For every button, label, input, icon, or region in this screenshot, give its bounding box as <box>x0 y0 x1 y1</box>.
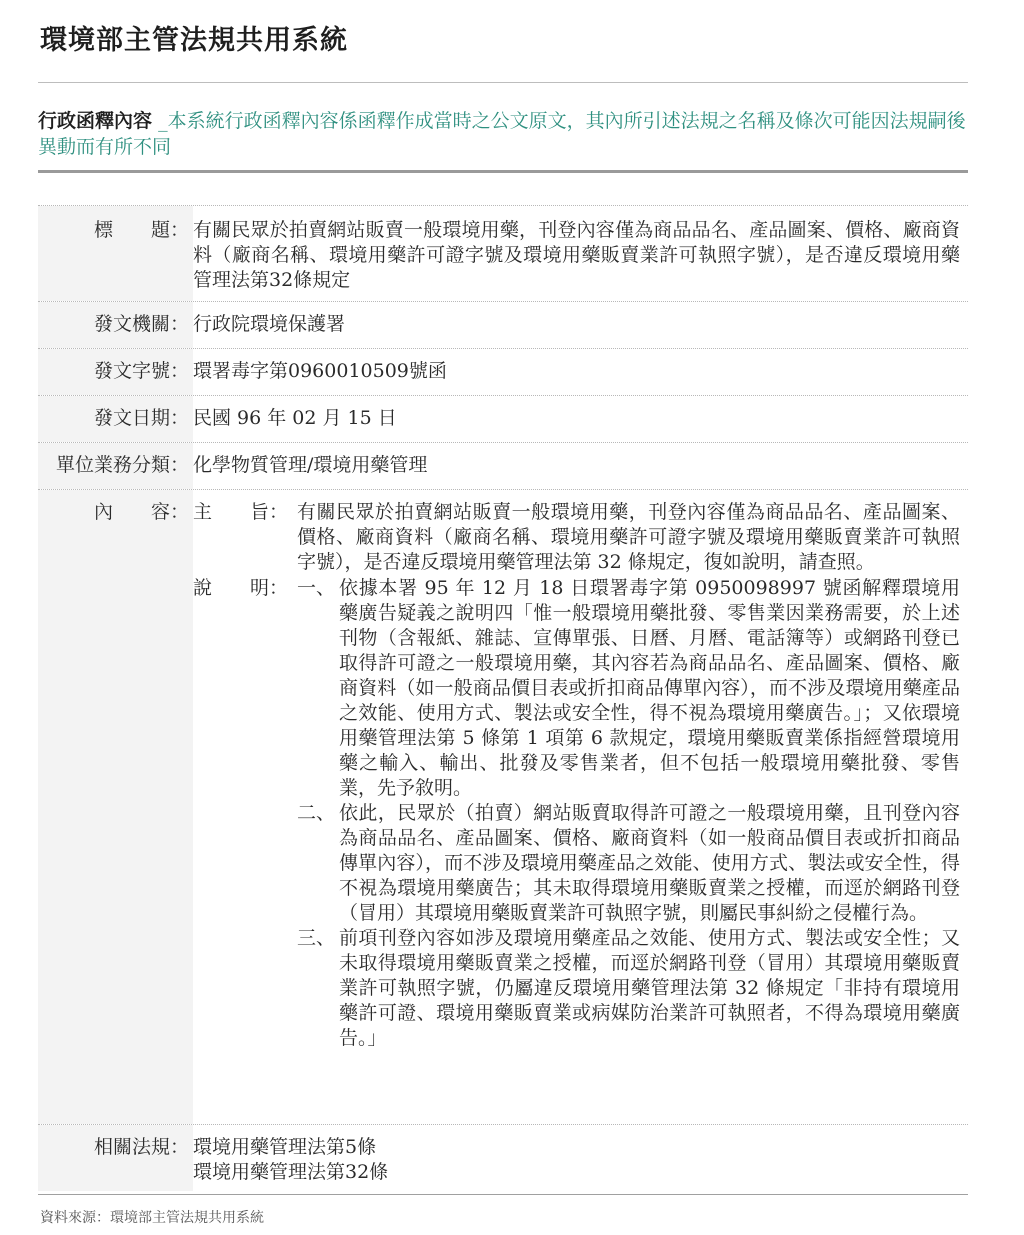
item-text: 依此，民眾於（拍賣）網站販賣取得許可證之一般環境用藥，且刊登內容為商品品名、產品圖案、價格、廠商資料（如一般商品價目表或折扣商品傳單內容），而不涉及環境用藥產品之效能、使用方式、製法或安全性，得不視為環境用藥廣告；其未取得環境用藥販賣業之授權，而逕於網路刊登（冒用）其環境用藥販賣業許可執照字號，則屬民事糾紛之侵權行為。 <box>339 802 960 924</box>
title-label: 標 題： <box>38 206 193 301</box>
category-value: 化學物質管理/環境用藥管理 <box>193 454 428 476</box>
item-number: 三、 <box>297 927 336 949</box>
content-label: 內 容： <box>38 490 193 1124</box>
laws-value <box>193 1125 968 1191</box>
date-label: 發文日期： <box>38 396 193 442</box>
laws-label: 相關法規： <box>38 1125 193 1191</box>
explain-label: 說 明： <box>193 577 289 599</box>
explain-items <box>297 576 960 1051</box>
category-label: 單位業務分類： <box>38 443 193 489</box>
docno-label: 發文字號： <box>38 349 193 395</box>
title-value: 有關民眾於拍賣網站販賣一般環境用藥，刊登內容僅為商品品名、產品圖案、價格、廠商資料（廠商名稱、環境用藥許可證字號及環境用藥販賣業許可執照字號），是否違反環境用藥管理法第32條規定 <box>193 219 960 291</box>
item-number: 一、 <box>297 577 336 599</box>
section-divider <box>38 170 968 173</box>
gist-block <box>193 500 960 575</box>
content-value <box>193 490 968 1124</box>
row-title <box>38 206 968 302</box>
row-category <box>38 443 968 490</box>
explain-item <box>297 926 960 1051</box>
notice-text: _本系統行政函釋內容係函釋作成當時之公文原文，其內所引述法規之名稱及條次可能因法規嗣後異動而有所不同 <box>38 110 966 158</box>
gist-text: 有關民眾於拍賣網站販賣一般環境用藥，刊登內容僅為商品品名、產品圖案、價格、廠商資料（廠商名稱、環境用藥許可證字號及環境用藥販賣業許可執照字號），是否違反環境用藥管理法第 32 條規定，復如說明，請查照。 <box>297 501 960 573</box>
agency-label: 發文機關： <box>38 302 193 348</box>
law-link[interactable]: 環境用藥管理法第32條 <box>193 1161 389 1183</box>
row-date <box>38 396 968 443</box>
docno-value: 環署毒字第0960010509號函 <box>193 360 447 382</box>
explain-item <box>297 576 960 801</box>
row-laws <box>38 1125 968 1191</box>
item-number: 二、 <box>297 802 336 824</box>
row-agency <box>38 302 968 349</box>
site-title: 環境部主管法規共用系統 <box>40 25 348 56</box>
row-docno <box>38 349 968 396</box>
interpretation-table <box>38 205 968 1191</box>
item-text: 前項刊登內容如涉及環境用藥產品之效能、使用方式、製法或安全性；又未取得環境用藥販賣業之授權，而逕於網路刊登（冒用）其環境用藥販賣業許可執照字號，仍屬違反環境用藥管理法第 32 條規定「非持有環境用藥許可證、環境用藥販賣業或病媒防治業許可執照者，不得為環境用藥廣告。」 <box>339 927 960 1049</box>
agency-value: 行政院環境保護署 <box>193 313 346 335</box>
row-content <box>38 490 968 1125</box>
explain-block <box>193 576 960 1051</box>
item-text: 依據本署 95 年 12 月 18 日環署毒字第 0950098997 號函解釋環境用藥廣告疑義之說明四「惟一般環境用藥批發、零售業因業務需要，於上述刊物（含報紙、雜誌、宣傳單張、日曆、月曆、電話簿等）或網路刊登已取得許可證之一般環境用藥，其內容若為商品品名、產品圖案、價格、廠商資料（如一般商品價目表或折扣商品傳單內容），而不涉及環境用藥產品之效能、使用方式、製法或安全性，得不視為環境用藥廣告。」；又依環境用藥管理法第 5 條第 1 項第 6 款規定，環境用藥販賣業係指經營環境用藥之輸入、輸出、批發及零售業者，但不包括一般環境用藥批發、零售業，先予敘明。 <box>339 577 960 799</box>
date-value: 民國 96 年 02 月 15 日 <box>193 407 397 429</box>
notice-label: 行政函釋內容 <box>38 110 153 132</box>
bottom-divider <box>38 1194 968 1195</box>
source-note: 資料來源：環境部主管法規共用系統 <box>40 1210 264 1226</box>
notice <box>38 108 968 160</box>
top-divider <box>38 82 968 83</box>
gist-label: 主 旨： <box>193 501 289 523</box>
explain-item <box>297 801 960 926</box>
law-link[interactable]: 環境用藥管理法第5條 <box>193 1136 377 1158</box>
